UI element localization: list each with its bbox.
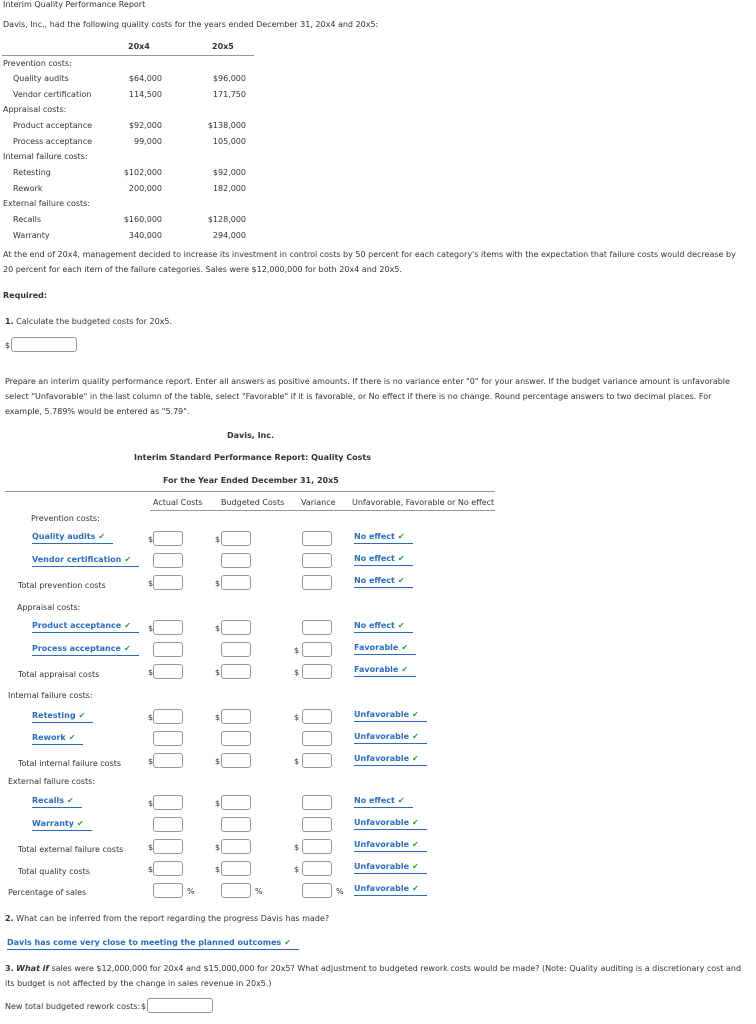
percent-sign: % <box>336 887 344 896</box>
row-label: Quality audits <box>13 74 69 83</box>
dollar-sign: $ <box>148 713 154 722</box>
check-icon: ✔ <box>123 644 131 653</box>
required-heading: Required: <box>3 291 48 300</box>
effect-text: No effect <box>354 532 395 541</box>
dollar-sign: $ <box>148 799 154 808</box>
total-external-label: Total external failure costs <box>18 845 124 854</box>
row-label: Warranty <box>13 231 50 240</box>
effect-select[interactable] <box>354 710 427 722</box>
q2-answer-select[interactable] <box>7 938 299 950</box>
cell-20x4: 99,000 <box>134 137 162 146</box>
dollar-sign: $ <box>294 646 300 655</box>
dollar-sign: $ <box>294 843 300 852</box>
dollar-sign: $ <box>215 757 221 766</box>
dollar-sign: $ <box>215 865 221 874</box>
dollar-sign: $ <box>215 668 221 677</box>
budgeted-cost-input[interactable] <box>221 575 251 590</box>
dollar-sign: $ <box>294 668 300 677</box>
budgeted-cost-input[interactable] <box>221 883 251 898</box>
row-label: Rework <box>13 184 43 193</box>
report-period: For the Year Ended December 31, 20x5 <box>163 476 339 485</box>
effect-select[interactable] <box>354 732 427 744</box>
dollar-sign: $ <box>141 1002 147 1011</box>
variance-input[interactable] <box>302 642 332 657</box>
check-icon: ✔ <box>397 532 405 541</box>
actual-cost-input[interactable] <box>153 753 183 768</box>
variance-input[interactable] <box>302 861 332 876</box>
report-company: Davis, Inc. <box>227 431 275 440</box>
process-acceptance-text: Process acceptance <box>32 644 121 653</box>
cell-20x4: $160,000 <box>123 215 162 224</box>
cell-20x4: 340,000 <box>128 231 162 240</box>
check-icon: ✔ <box>66 796 74 805</box>
effect-text: Unfavorable <box>354 710 410 719</box>
process-acceptance-select[interactable] <box>32 644 139 656</box>
effect-select[interactable] <box>354 754 427 766</box>
dollar-sign: $ <box>5 341 11 350</box>
effect-text: Unfavorable <box>354 862 410 871</box>
effect-text: Unfavorable <box>354 732 410 741</box>
cell-20x5: $96,000 <box>212 74 246 83</box>
effect-text: Unfavorable <box>354 754 410 763</box>
variance-input[interactable] <box>302 664 332 679</box>
check-icon: ✔ <box>124 555 132 564</box>
cell-20x5: 182,000 <box>212 184 246 193</box>
total-prevention-label: Total prevention costs <box>18 581 106 590</box>
internal-label: Internal failure costs: <box>8 691 93 700</box>
row-label: Process acceptance <box>13 137 93 146</box>
quality-audits-text: Quality audits <box>32 532 96 541</box>
effect-text: Unfavorable <box>354 884 410 893</box>
external-label: External failure costs: <box>8 777 96 786</box>
actual-cost-input[interactable] <box>153 883 183 898</box>
check-icon: ✔ <box>412 732 419 741</box>
intro-text: Davis, Inc., had the following quality costs for the years ended December 31, 20x4 and 20x5: <box>3 20 379 29</box>
check-icon: ✔ <box>68 733 76 742</box>
variance-input[interactable] <box>302 575 332 590</box>
effect-text: No effect <box>354 554 395 563</box>
budgeted-cost-input[interactable] <box>221 531 251 546</box>
cell-20x4: $102,000 <box>123 168 162 177</box>
vendor-cert-text: Vendor certification <box>32 555 122 564</box>
effect-select[interactable] <box>354 665 416 677</box>
instructions-text: Prepare an interim quality performance report. Enter all answers as positive amounts. If there is no variance enter "0" for your answer. If the budget variance amount is unfavorable select "Unfavorable" in the last column of the table, select "Favorable" if it is favorable, or No effect if there is no change. Round percentage answers to two decimal places. For example, 5.789% would be entered as "5.79". <box>5 377 730 416</box>
section-label: Prevention costs: <box>3 59 72 68</box>
variance-input[interactable] <box>302 531 332 546</box>
effect-text: Favorable <box>354 665 399 674</box>
total-internal-label: Total internal failure costs <box>18 759 122 768</box>
check-icon: ✔ <box>412 754 419 763</box>
rework-select[interactable] <box>32 733 83 745</box>
dollar-sign: $ <box>215 713 221 722</box>
cell-20x5: 105,000 <box>212 137 246 146</box>
q2-answer-text: Davis has come very close to meeting the planned outcomes <box>7 938 282 947</box>
budgeted-cost-input[interactable] <box>221 553 251 568</box>
col-header-20x4: 20x4 <box>128 42 150 51</box>
actual-cost-input[interactable] <box>153 620 183 635</box>
header-underline <box>150 510 495 511</box>
section-label: External failure costs: <box>3 199 91 208</box>
check-icon: ✔ <box>397 796 405 805</box>
dollar-sign: $ <box>215 624 221 633</box>
total-quality-label: Total quality costs <box>18 867 90 876</box>
check-icon: ✔ <box>412 840 419 849</box>
appraisal-label: Appraisal costs: <box>17 603 81 612</box>
effect-select[interactable] <box>354 818 427 830</box>
dollar-sign: $ <box>215 535 221 544</box>
report-title: Interim Standard Performance Report: Quality Costs <box>134 453 372 462</box>
dollar-sign: $ <box>148 624 154 633</box>
dollar-sign: $ <box>148 757 154 766</box>
row-label: Recalls <box>13 215 42 224</box>
product-acceptance-text: Product acceptance <box>32 621 122 630</box>
question-3-text: sales were $12,000,000 for 20x4 and $15,000,000 for 20x5? What adjustment to budgeted rework costs would be made? (Note: Quality auditing is a discretionary cost and its budget is not affected by the change in sales revenue in 20x5.) <box>5 964 742 988</box>
question-2-text: What can be inferred from the report regarding the progress Davis has made? <box>13 914 330 923</box>
dollar-sign: $ <box>148 579 154 588</box>
effect-text: Unfavorable <box>354 818 410 827</box>
effect-select[interactable] <box>354 532 413 544</box>
variance-input[interactable] <box>302 795 332 810</box>
retesting-select[interactable] <box>32 711 93 723</box>
table-divider <box>2 55 254 56</box>
budgeted-cost-input[interactable] <box>221 795 251 810</box>
quality-audits-select[interactable] <box>32 532 113 544</box>
rework-costs-input[interactable] <box>147 998 213 1013</box>
budgeted-cost-input[interactable] <box>221 817 251 832</box>
col-actual: Actual Costs <box>153 498 203 507</box>
recalls-select[interactable] <box>32 796 82 808</box>
warranty-select[interactable] <box>32 819 92 831</box>
check-icon: ✔ <box>412 710 419 719</box>
effect-select[interactable] <box>354 576 413 588</box>
actual-cost-input[interactable] <box>153 731 183 746</box>
percent-sign: % <box>255 887 263 896</box>
q3-input-label: New total budgeted rework costs: <box>5 1002 141 1011</box>
check-icon: ✔ <box>412 884 419 893</box>
actual-cost-input[interactable] <box>153 642 183 657</box>
report-divider <box>5 491 495 492</box>
dollar-sign: $ <box>148 843 154 852</box>
check-icon: ✔ <box>124 621 131 630</box>
variance-input[interactable] <box>302 731 332 746</box>
cell-20x5: $128,000 <box>207 215 246 224</box>
section-label: Internal failure costs: <box>3 152 88 161</box>
page-title: Interim Quality Performance Report <box>3 0 146 9</box>
check-icon: ✔ <box>397 576 405 585</box>
dollar-sign: $ <box>294 757 300 766</box>
actual-cost-input[interactable] <box>153 553 183 568</box>
budgeted-cost-input[interactable] <box>221 753 251 768</box>
effect-select[interactable] <box>354 796 413 808</box>
effect-select[interactable] <box>354 554 413 566</box>
check-icon: ✔ <box>76 819 84 828</box>
question-2-number: 2. <box>5 914 14 923</box>
actual-cost-input[interactable] <box>153 817 183 832</box>
effect-text: Favorable <box>354 643 399 652</box>
actual-cost-input[interactable] <box>153 531 183 546</box>
budgeted-cost-input[interactable] <box>221 839 251 854</box>
effect-select[interactable] <box>354 862 427 874</box>
col-header-20x5: 20x5 <box>212 42 234 51</box>
row-label: Vendor certification <box>13 90 92 99</box>
recalls-text: Recalls <box>32 796 64 805</box>
actual-cost-input[interactable] <box>153 795 183 810</box>
budgeted-cost-input[interactable] <box>221 620 251 635</box>
budgeted-cost-input[interactable] <box>221 664 251 679</box>
vendor-cert-select[interactable] <box>32 555 139 567</box>
budgeted-cost-input[interactable] <box>221 642 251 657</box>
cell-20x5: $138,000 <box>207 121 246 130</box>
question-1-text: Calculate the budgeted costs for 20x5. <box>13 317 173 326</box>
budgeted-cost-input[interactable] <box>221 861 251 876</box>
variance-input[interactable] <box>302 709 332 724</box>
question-3-whatif: What if <box>16 964 49 973</box>
actual-cost-input[interactable] <box>153 839 183 854</box>
dollar-sign: $ <box>294 865 300 874</box>
cell-20x5: 294,000 <box>212 231 246 240</box>
check-icon: ✔ <box>412 862 419 871</box>
variance-input[interactable] <box>302 753 332 768</box>
question-1-number: 1. <box>5 317 14 326</box>
problem-paragraph: At the end of 20x4, management decided to increase its investment in control costs by 50 percent for each category's items with the expectation that failure costs would decrease by 20 percent for each item of the failure categories. Sales were $12,000,000 for both 20x4 and 20x5. <box>3 250 736 274</box>
dollar-sign: $ <box>148 865 154 874</box>
actual-cost-input[interactable] <box>153 861 183 876</box>
effect-text: No effect <box>354 576 395 585</box>
percent-sign: % <box>187 887 195 896</box>
question-1 <box>5 317 172 326</box>
row-label: Product acceptance <box>13 121 93 130</box>
row-label: Retesting <box>13 168 51 177</box>
question-3-number: 3. <box>5 964 14 973</box>
effect-select[interactable] <box>354 840 427 852</box>
warranty-text: Warranty <box>32 819 74 828</box>
check-icon: ✔ <box>401 643 409 652</box>
prevention-label: Prevention costs: <box>31 514 100 523</box>
rework-text: Rework <box>32 733 66 742</box>
total-appraisal-label: Total appraisal costs <box>18 670 100 679</box>
check-icon: ✔ <box>397 621 405 630</box>
check-icon: ✔ <box>284 938 291 947</box>
effect-select[interactable] <box>354 621 413 633</box>
dollar-sign: $ <box>294 713 300 722</box>
check-icon: ✔ <box>412 818 419 827</box>
cell-20x5: $92,000 <box>212 168 246 177</box>
actual-cost-input[interactable] <box>153 664 183 679</box>
dollar-sign: $ <box>148 668 154 677</box>
cell-20x4: $64,000 <box>128 74 162 83</box>
variance-input[interactable] <box>302 620 332 635</box>
cell-20x4: 200,000 <box>128 184 162 193</box>
effect-select[interactable] <box>354 643 416 655</box>
budgeted-costs-input[interactable] <box>11 337 77 352</box>
effect-text: No effect <box>354 796 395 805</box>
check-icon: ✔ <box>397 554 405 563</box>
question-3 <box>5 961 750 991</box>
product-acceptance-select[interactable] <box>32 621 139 633</box>
dollar-sign: $ <box>215 843 221 852</box>
cell-20x5: 171,750 <box>212 90 246 99</box>
variance-input[interactable] <box>302 817 332 832</box>
actual-cost-input[interactable] <box>153 709 183 724</box>
actual-cost-input[interactable] <box>153 575 183 590</box>
variance-input[interactable] <box>302 839 332 854</box>
variance-input[interactable] <box>302 553 332 568</box>
col-effect: Unfavorable, Favorable or No effect <box>352 498 495 507</box>
budgeted-cost-input[interactable] <box>221 709 251 724</box>
check-icon: ✔ <box>98 532 106 541</box>
check-icon: ✔ <box>78 711 86 720</box>
budgeted-cost-input[interactable] <box>221 731 251 746</box>
cell-20x4: $92,000 <box>128 121 162 130</box>
question-2 <box>5 914 329 923</box>
section-label: Appraisal costs: <box>3 105 67 114</box>
dollar-sign: $ <box>215 799 221 808</box>
retesting-text: Retesting <box>32 711 76 720</box>
pct-sales-label: Percentage of sales <box>8 888 87 897</box>
cell-20x4: 114,500 <box>128 90 162 99</box>
col-variance: Variance <box>301 498 336 507</box>
check-icon: ✔ <box>401 665 409 674</box>
dollar-sign: $ <box>148 535 154 544</box>
effect-text: Unfavorable <box>354 840 410 849</box>
variance-input[interactable] <box>302 883 332 898</box>
effect-text: No effect <box>354 621 395 630</box>
dollar-sign: $ <box>215 579 221 588</box>
col-budgeted: Budgeted Costs <box>221 498 285 507</box>
effect-select[interactable] <box>354 884 427 896</box>
